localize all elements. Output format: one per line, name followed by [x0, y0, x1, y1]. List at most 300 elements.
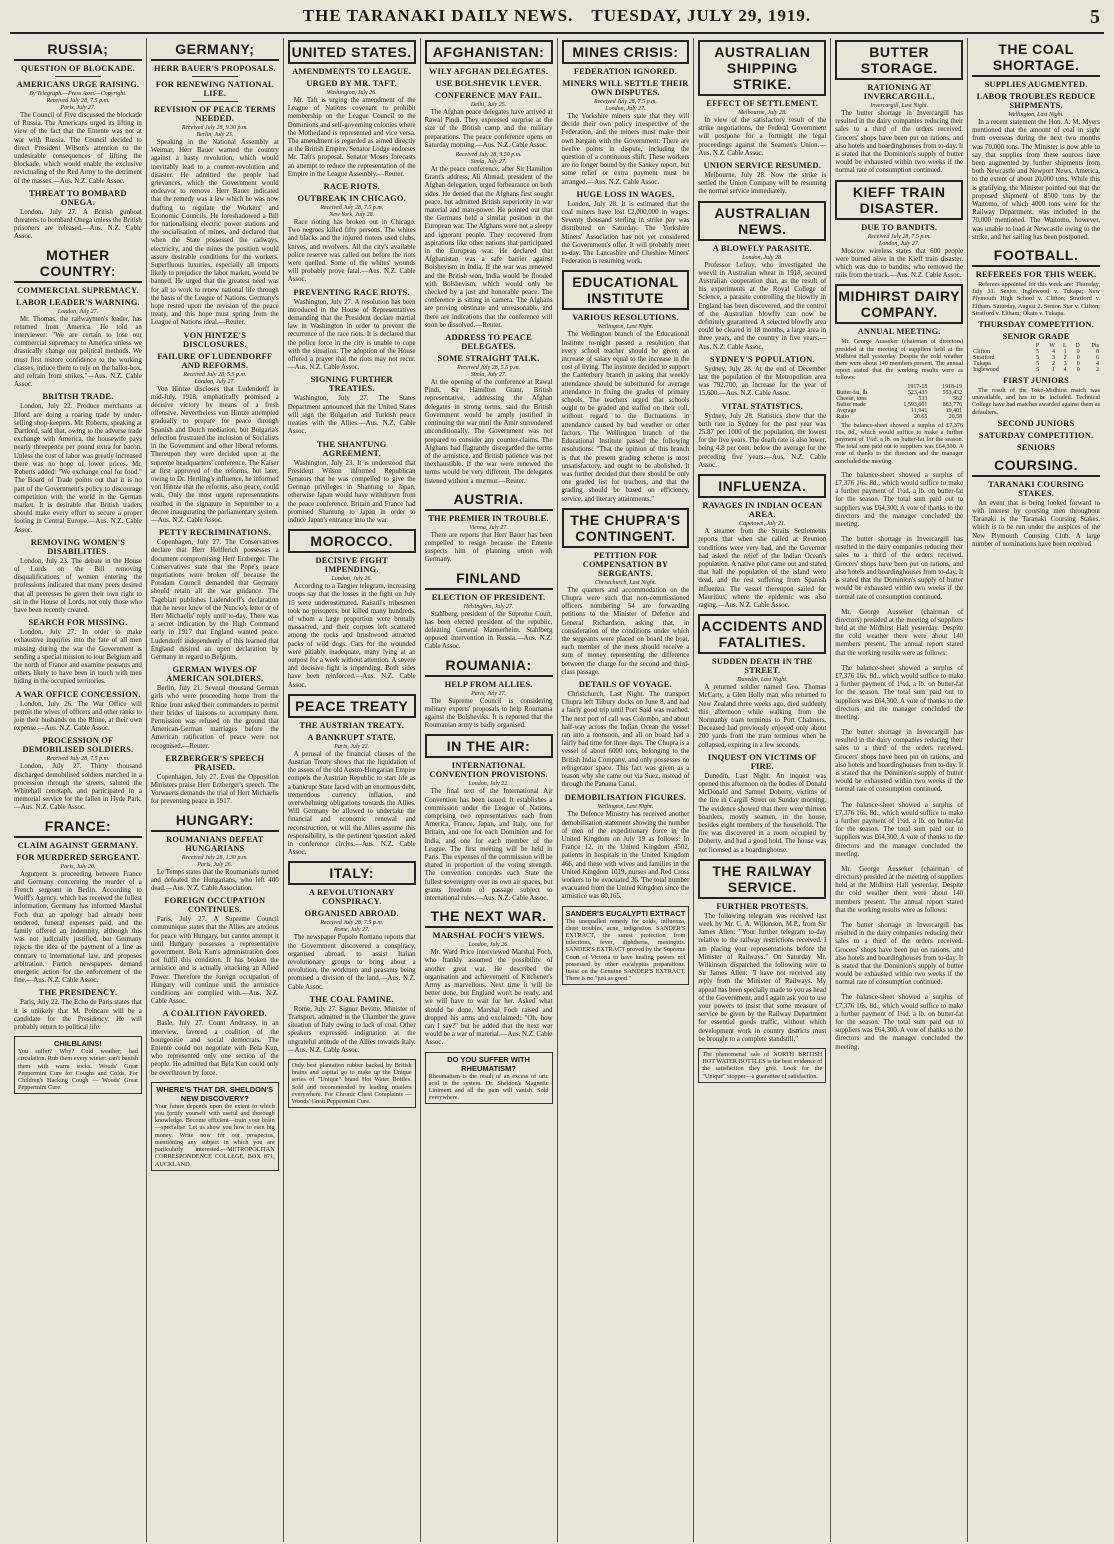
- subheading: THE AUSTRIAN TREATY.: [299, 720, 404, 730]
- headline: IN THE AIR:: [425, 734, 553, 758]
- column-3: [284, 38, 421, 1542]
- table-cell: 19,401: [945, 407, 963, 414]
- article-body: The balance-sheet showed a surplus of £7,376 16s. 8d., which would suffice to make a further payment of 1¼d. a lb. on butter-fat for the season. The total sum paid out to suppliers was £64,300. A vote of thanks to the directors and the manager concluded the meeting.: [835, 664, 964, 721]
- subheading: FEDERATION IGNORED.: [573, 67, 678, 76]
- working-results-table: [835, 384, 963, 420]
- article-body: The newspaper Popolo Romano reports that the Government discovered a conspiracy, organised abroad, to assist Italian revolutionary groups to bring about a revolution, the workmen and peasants being promised a division of the land.—Aus. N.Z. Cable Assoc.: [287, 934, 416, 991]
- article-body: Mr. George Ausseker (chairman of directors) presided at the meeting of suppliers held at the Midhirst Hall yesterday. Despite the cold weather there were about 140 members present. The annual report stated that the working results were as follows:: [835, 338, 964, 382]
- headline: THE RAILWAY SERVICE.: [698, 859, 826, 899]
- advertisement-chilblains: [14, 1036, 142, 1094]
- article-body: The Afghan peace delegates have arrived at Rawal Pindi. They expressed surprise at the size of the British camp and the military preparations. The peace conference opens on Saturday morning.—Aus. N.Z. Cable Assoc.: [424, 109, 553, 149]
- headline: THE COAL SHORTAGE.: [972, 40, 1100, 77]
- subheading: REVISION OF PEACE TERMS NEEDED.: [153, 105, 276, 123]
- table-cell: W: [1049, 343, 1055, 350]
- issue-date: TUESDAY, JULY 29, 1919.: [591, 6, 812, 25]
- headline: EDUCATIONAL INSTITUTE: [562, 270, 690, 310]
- table-cell: Inglewood: [973, 367, 999, 374]
- article-body: The balance-sheet showed a surplus of £7,376 16s. 8d., which would suffice to make a further payment of 1¼d. a lb. on butter-fat for the season. The total sum paid out to suppliers was £64,300. A vote of thanks to the directors and the manager concluded the meeting.: [835, 801, 964, 858]
- column-6: [694, 38, 831, 1542]
- article-body: Berlin, July 21. Several thousand German girls who were proceeding home from the Rhine front asked their commanders to permit their brides of liaisons to accompany them. Permission was refused on the ground that American-German marriages before the American ratification of peace were not recognised.—Reuter.: [150, 685, 279, 750]
- subheading: USE BOLSHEVIK LEVER.: [435, 79, 542, 88]
- subheading: VON HINTZE'S DISCLOSURES.: [183, 330, 247, 349]
- dateline: London, July 27.: [194, 378, 235, 385]
- subheading: DEMOBILISATION FIGURES.: [564, 793, 687, 803]
- headline: AUSTRALIAN NEWS.: [698, 201, 826, 241]
- table-cell: 3: [1063, 361, 1067, 368]
- table-cell: 1917-18: [907, 383, 928, 390]
- subheading: SOME STRAIGHT TALK.: [437, 354, 540, 364]
- article-body: Copenhagen, July 27. Even the Opposition Ministers praise Herr Erzberger's speech. The Vorwaerts demands the trial of Herr Michaelis for preventing peace in 1917.: [150, 773, 279, 806]
- story-educational-institute: [562, 270, 690, 503]
- subheading: FAILURE OF LUDENDORFF AND REFORMS.: [157, 351, 273, 370]
- article-body: Basle, July 27. Count Andrassy, in an interview, favored a coalition of the bourgeoisie and social democrats. The Entente could not negotiate with Bela Kun, who represented only one section of the people. He admitted that Bela Kun could only be overthrown by force.: [150, 1020, 279, 1077]
- subheading: WILY AFGHAN DELEGATES.: [428, 67, 549, 76]
- article-body: According to a Tangier telegram, increasing troops say that the losses in the fight on July 15 were underestimated. Raisuli's tribesmen took no prisoners, but killed many hundreds, of whom a large proportion were brutally massacred, and their corpses left scattered among the rocks and brushwood attracted packs of wild dogs. Cars for the wounded were pitiably inadequate, many lying at an outpost for a week without attention. A severe and decisive fight is impending. Both sides have been reinforced.—Aus. N.Z. Cable Assoc.: [287, 583, 416, 689]
- story-midhirst-dairy: [835, 284, 963, 1051]
- article-body: Sydney, July 28. At the end of December last the population of the Metropolitan area was 792,700, an increase for the year of 15,600.—Aus. N.Z. Cable Assoc.: [698, 365, 827, 398]
- subheading: GERMAN WIVES OF AMERICAN SOLDIERS.: [166, 665, 264, 684]
- received-line: Received July 28, 1.30 p.m.: [181, 854, 248, 861]
- dateline: Melbourne, July 28.: [738, 110, 787, 116]
- table-cell: 20.65: [913, 413, 928, 420]
- article-body: Melbourne, July 28. Now the strike is settled the Union Company will be resuming the normal service immediately.: [698, 172, 827, 196]
- story-morocco: [288, 529, 416, 690]
- page-number: 5: [1090, 6, 1100, 28]
- dateline: London, July 28.: [742, 254, 783, 261]
- story-accidents: [698, 614, 826, 855]
- story-demobilisation: [562, 793, 690, 901]
- headline: GERMANY;: [151, 40, 279, 61]
- divider: [192, 76, 238, 77]
- table-cell: 2: [1063, 355, 1067, 362]
- subheading: DUE TO BANDITS.: [861, 222, 938, 232]
- newspaper-title: THE TARANAKI DAILY NEWS.: [302, 6, 574, 25]
- subheading: VITAL STATISTICS.: [721, 401, 803, 411]
- article-body: London, July 22. Produce merchants at Ilford are doing a roaring trade by under-selling shop-keepers. Mr. Roberts, speaking at Dartford, said that, owing to the adverse trade exchange with America, the housewife pays nearly threepence per pound extra for bacon. Unless the cost of labor was greatly increased there was no hope of lower prices. Mr. Roberts added: "We exchange coal for food." The Board of Trade points out that it is no part of the Government's policy to discourage competition with the world in the German market. It is desirable that British traders should make every effort to secure a proper footing in Central Europe.—Aus. N.Z. Cable Assoc.: [14, 403, 142, 534]
- article-body: Moscow wireless states that 600 people were burned alive in the Kieff train disaster, which was due to bandits, who removed the rails from the track.—Aus. N.Z. Cable Assoc.: [835, 247, 964, 280]
- article-body: Stahlberg, president of the Supreme Court, has been elected president of the republic, defeating General Mannerheim. Stahlberg opposed intervention in Russia.—Aus. N.Z. Cable Assoc.: [424, 610, 553, 651]
- article-body: Race rioting has broken out in Chicago. Two negroes killed fifty persons. The whites and blacks and the injured rioters used clubs, knives, and revolvers. All the city's available police reserve was called out before the riots were quelled. Some of the whites' wounds will probably prove fatal.—Aus. N.Z. Cable Assoc.: [287, 219, 416, 284]
- received-line: Received July 28, 7.5 p.m.: [593, 99, 657, 105]
- dateline: Simla, July 27.: [470, 159, 507, 166]
- column-8: [968, 38, 1104, 1542]
- subheading: AMERICANS URGE RAISING.: [16, 80, 140, 89]
- article-body: The Wellington branch of the Educational Institute to-night passed a resolution that every school teacher should be given an increase of salary equal to the increase in the cost of living. The institute decided to support the Canterbury branch in asking that weekly attendance should be substituted for average attendance in fixing the grades of primary schools. The teachers urged that schools ought to be graded and staffed on their roll, without regard to the fluctuations in attendance caused by bad weather or other factors. The Wellington branch of the Educational Institute passed the following resolutions: "That the opinion of this branch is that the present grading scheme is most unsatisfactory, and ought to be abolished. It was further decided that there should be only one graded list for teachers, and that the grading should be based on efficiency, service, and literary attainments.": [561, 331, 690, 503]
- subheading: RAVAGES IN INDIAN OCEAN AREA.: [702, 501, 823, 520]
- story-peace-treaty: [288, 694, 416, 858]
- subheading: CONFERENCE MAY FAIL.: [434, 91, 543, 100]
- advertisement-hot-water-bottles: [288, 1059, 416, 1108]
- article-body: Speaking in the National Assembly at Weimar, Herr Bauer warned the country against a hasty revolution, which would inevitably lead to a counter-revolution and disaster. He admitted the people had grievances, which the Government would endeavor to remove. Herr Bauer indicated that the remedy was a law which he was now drafting to regulate the Workers' and Economic Councils. He foreshadowed a Bill for nationalising electric power stations and the socialisation of mines, and declared that when the State possessed the railways, electricity, and the mines the position would assure desirable conditions for the workers. Superfluous luxuries, especially all imports likely to prejudice the labor market, would be banned. He urged that the greatest need was for all to work to renew national life through the basis of the League of Nations. Germany's hope rested upon the revision of the peace treaty, and this hope must spring from the League of Nations ideal.—Reuter.: [150, 139, 279, 327]
- story-chupra: [562, 508, 690, 790]
- subheading: RACE RIOTS.: [323, 182, 380, 192]
- headline: UNITED STATES.: [288, 40, 416, 64]
- story-influenza: [698, 474, 826, 610]
- table-cell: Butter made: [836, 401, 866, 408]
- subheading: HERR BAUER'S PROPOSALS.: [153, 64, 276, 73]
- article-body: Paris, July 27. A Supreme Council communique states that the Allies are anxious for peace with Hungary, but cannot attempt it until Hungary possesses a representative government. Bela Kun's administration does not fulfil this condition. It has broken the armistice and is actually attacking an Allied Power. Therefore the foreign occupation of Hungary will continue until the armistice conditions are complied with.—Aus. N.Z. Cable Assoc.: [150, 916, 279, 1006]
- article-body: At the opening of the conference at Rawal Pindi, Sir Hamilton Grant, British representative, addressing the Afghan delegates in strong terms, said the British Government would be amply justified in continuing the war until the Amir surrendered unconditionally. The Government was not prepared to consider any counter-claims. The Afghans had flagrantly disregarded the terms of the armistice, and British patience was not inexhaustible. If the war were renewed the terms would be very different. The delegates listened without a murmur.—Reuter.: [424, 379, 553, 485]
- article-body: Mr. Thomas, the railwaymen's leader, has returned from America. He told an interviewer: "We are certain to lose our commercial supremacy to America unless we drastically change our political methods. We must first restore confidence to the working classes, induce them to rely on the ballot-box, and refrain from strikes."—Aus. N.Z. Cable Assoc.: [14, 315, 142, 389]
- headline: RUSSIA;: [14, 40, 142, 61]
- story-france: [14, 817, 142, 1033]
- subheading: A WAR OFFICE CONCESSION.: [15, 689, 141, 699]
- column-7: [831, 38, 968, 1542]
- headline: FOOTBALL.: [972, 246, 1100, 267]
- table-cell: Stratford: [973, 355, 995, 362]
- article-body: The butter shortage in Invercargill has resulted in the dairy companies reducing their sales to a third of the orders received. Grocers' shops have been put on rations, and also hotels and boardinghouses from to-day. It is stated that the Dominion's supply of butter would be exhausted within two weeks if the normal rate of consumption continued.: [835, 536, 964, 601]
- table-cell: D: [1075, 343, 1080, 350]
- byline: By Telegraph.—Press Assn.—Copyright.: [29, 91, 127, 97]
- dateline: Paris, July 27.: [60, 105, 96, 111]
- story-in-the-air: [425, 734, 553, 903]
- article-body: London, July 27. In order to make exhaustive inquiries into the fate of all men missing during the war the Government is sending a special mission to tour Belgium and the north of France and examine peasants and others likely to have been in touch with men hiding in the occupied territories.: [14, 629, 142, 686]
- dateline: Christchurch, Last Night.: [594, 579, 656, 586]
- subheading: HUGE LOSS IN WAGES.: [576, 189, 675, 199]
- subheading: ANNUAL MEETING.: [857, 327, 941, 337]
- table-row: [972, 367, 1100, 373]
- dateline: Berlin, July 23.: [196, 132, 234, 138]
- ad-text: You suffer? Why? Cold weather; bad circulation. Rub them every winter: can't banish them with warm socks. Woods' Great Peppermint Cure for Coughs and Colds. For Children's Hacking Cough — Woods' Great Peppermint Cure.: [18, 1048, 138, 1092]
- article-body: Mr. Ward Price interviewed Marshal Foch, who frankly assumed the possibility of another great war. He described the organisation and achievement of Kitchener's Army as marvellous. Next time it will be better done, but England won't be ready, and we will have to wait for her. Asked what should be done, Marshal Foch raised and dropped his arms and exclaimed: "Oh, how can I say?" but he added that the next war would be a war of material.—Aus. N.Z. Cable Assoc.: [424, 949, 553, 1047]
- table-cell: 1: [1063, 349, 1067, 356]
- subheading: SEARCH FOR MISSING.: [28, 618, 128, 628]
- subheading: UNION SERVICE RESUMED.: [703, 161, 822, 171]
- table-cell: 5: [1036, 367, 1040, 374]
- received-line: Received July 28, 5.5 p.m.: [183, 371, 247, 378]
- headline: INFLUENZA.: [698, 474, 826, 498]
- subheading: A BANKRUPT STATE.: [307, 732, 396, 742]
- subheading: ERZBERGER'S SPEECH PRAISED.: [165, 753, 265, 772]
- ad-headline: CHILBLAINS!: [53, 1039, 102, 1049]
- article-body: The quarters and accommodation on the Chupra were such that non-commissioned officers numbering 54 are forwarding petitions to the Minister of Defence and General Richardson, asking that, in consideration of the conditions under which the sergeants were placed on board the boat, each member of the mess should receive a sum of money representing the difference between the charge for the second and third-class passage.: [561, 586, 690, 676]
- subheading: THE PREMIER IN TROUBLE.: [428, 513, 549, 523]
- subheading: QUESTION OF BLOCKADE.: [20, 64, 135, 73]
- subheading: SATURDAY COMPETITION.: [978, 430, 1094, 440]
- headline: ACCIDENTS AND FATALITIES.: [698, 614, 826, 654]
- subheading: REFEREES FOR THIS WEEK.: [975, 270, 1097, 280]
- subheading: A COALITION FAVORED.: [162, 1009, 267, 1019]
- article-body: Referees appointed for this week are: Thursday, July 31. Senior. Inglewood v. Tukapa; New Plymouth High School v. Clifton; Stratford v. Eltham. Saturday, August 2. Senior. Star v. Clifton; Stratford v. Eltham; Okato v. Tukapa.: [972, 281, 1100, 317]
- dateline: Paris, July 26.: [197, 861, 233, 868]
- story-hungary: [151, 811, 279, 1078]
- article-body: The Yorkshire miners state that they will decide their own policy irrespective of the Federation, and the miners must make their own bargain with the Government. There are twelve points in dispute, including the question of a continuous shift. These workers are no longer bound by the Sankey report, but some relief or extra payment must be arranged.—Aus. N.Z. Cable Assoc.: [561, 113, 690, 186]
- article-body: Washington, July 27. The States Department announced that the United States will sign the Bulgarian and Turkish peace treaties with the Allies.—Aus. N.Z. Cable Assoc.: [287, 395, 416, 436]
- subheading: SENIOR GRADE: [1002, 332, 1070, 342]
- dateline: London, July 26.: [468, 942, 509, 949]
- headline: AUSTRIA.: [425, 490, 553, 511]
- table-cell: Ratio: [836, 413, 850, 420]
- article-body: Rome, July 27. Signor Bevitte, Minister of Transport, admitted in the Chamber the grave situation of Italy owing to lack of coal. Other speakers expressed indignation at the ungrateful attitude of the Allies towards Italy.—Aus. N.Z. Cable Assoc.: [287, 1005, 416, 1054]
- headline: AUSTRALIAN SHIPPING STRIKE.: [698, 40, 826, 96]
- subheading: FOR RENEWING NATIONAL LIFE.: [155, 80, 274, 98]
- subheading: THURSDAY COMPETITION.: [978, 320, 1094, 330]
- table-cell: P: [1035, 343, 1040, 350]
- article-body: Christchurch, Last Night. The transport Chupra left Tilbury docks on June 8, and had a fairly good trip until Port Said was reached. The next port of call was Colombo, and about half-way across the Indian Ocean the vessel ran into a monsoon, and all on board had a fairly bad time for three days. The Chupra is a vessel of about 6000 tons, belonging to the British India Company, and only possesses no refrigerator space. This fact was given as a reason why she came out via Suez, instead of through the Panama Canal.: [561, 690, 690, 789]
- dateline: London, July 26.: [331, 576, 372, 583]
- headline: BUTTER STORAGE.: [835, 40, 963, 80]
- table-cell: Average: [836, 407, 857, 414]
- table-cell: Clifton: [973, 349, 991, 356]
- ad-text: The phenomenal sale of NORTH BRITISH HOT WATER BOTTLES is the best evidence of the satisfaction they give. Look for the "Unique" stopper—a guarantee of satisfaction.: [702, 1051, 823, 1080]
- article-body: London, July 27. A British gunboat threatens to bombard Onega unless the British prisoners are released.—Aus. N.Z. Cable Assoc.: [14, 208, 142, 241]
- subheading: PROCESSION OF DEMOBILISED SOLDIERS.: [22, 736, 134, 755]
- dateline: London, July 27.: [605, 106, 646, 112]
- headline: MOTHER COUNTRY:: [14, 246, 142, 283]
- story-austria: [425, 490, 553, 565]
- article-body: In a recent statement the Hon. A. M. Myers mentioned that the amount of coal in sight from overseas during the next two months was 70,000 tons. The Minister is now able to say that supplies from these sources have been augmented by further shipments from both Newcastle and Newport News, America, to the extent of about 20,000 tons. While this is gratifying, the Minister pointed out that the proposed shipment of 8500 tons by the Waitomo, of which 4000 tons were for the Railway Department, was included in the 70,000 mentioned. The Waitomo, however, was unable to load at Newcastle owing to the strike, and her sailing has been postponed.: [972, 119, 1100, 241]
- ad-text: Rheumatism is the result of an excess of uric acid in the system. Dr. Sheldon's Magnetic Liniment and all the pain will vanish. Sold everywhere.: [428, 1072, 549, 1102]
- headline: FINLAND: [425, 569, 553, 590]
- article-body: A perusal of the financial clauses of the Austrian Treaty shows that the liquidation of the assets of the old Austro-Hungarian Empire compels the Austrian Republic to start life as a bankrupt State faced with an enormous debt, tremendous currency inflation, and overwhelming obligations towards the Allies. Will Germany be allowed to undertake the financial and economic renewal and reconstruction, or will the Allies assume this responsibility, is the pertinent question asked in conference circles.—Aus. N.Z. Cable Assoc.: [287, 750, 416, 857]
- subheading: AMENDMENTS TO LEAGUE.: [292, 67, 412, 76]
- table-cell: Cheese, tons: [836, 395, 867, 402]
- article-body: The final text of the International Air Convention has been issued. It establishes a commission under the League of Nations, comprising two representatives each from America, France, Japan, and Italy, one for Britain, and one for each Dominion and for India, and one for each member of the League. The first meeting will be held in Paris. The expenses of the commission will be shared in proportion of the voting strength. The convention concedes each State the fullest sovereignty over its own air spaces, but grants freedom of passage subject to international rules.—Aus. N.Z. Cable Assoc.: [424, 788, 553, 902]
- article-body: The balance-sheet showed a surplus of £7,376 16s. 8d., which would suffice to make a further payment of 1¼d. a lb. on butter-fat for the season. The total sum paid out to suppliers was £64,300. A vote of thanks to the directors and the manager concluded the meeting.: [835, 421, 964, 465]
- dateline: London, July 22.: [468, 781, 509, 788]
- dateline: Paris, July 20.: [60, 863, 96, 870]
- subheading: A BLOWFLY PARASITE.: [712, 243, 812, 253]
- article-body: Mr. George Ausseker (chairman of directors) presided at the meeting of suppliers held at the Midhirst Hall yesterday. Despite the cold weather there were about 140 members present. The annual report stated that the working results were as follows:: [835, 865, 964, 914]
- table-cell: 2: [1051, 361, 1055, 368]
- headline: THE CHUPRA'S CONTINGENT.: [562, 508, 690, 548]
- table-cell: 883,776: [942, 401, 963, 408]
- story-germany: [151, 40, 279, 807]
- subheading: VARIOUS RESOLUTIONS.: [572, 313, 679, 323]
- subheading: FOR MURDERED SERGEANT.: [16, 852, 140, 862]
- subheading: SIGNING FURTHER TREATIES.: [310, 375, 393, 394]
- table-cell: 5: [1036, 361, 1040, 368]
- subheading: BRITISH TRADE.: [42, 392, 114, 402]
- article-body: London, July 23. The debate in the House of Lords on the Bill removing disqualifications of women entering the professions indicated that many peers desired that all peeresses be given their own right to sit in the House of Lords, not only those who have been recently created.: [14, 557, 142, 614]
- subheading: FURTHER PROTESTS.: [716, 901, 809, 911]
- advertisement-rheumatism: [425, 1052, 553, 1105]
- column-2: [147, 38, 284, 1542]
- subheading: ORGANISED ABROAD.: [304, 909, 399, 919]
- article-body: The Council of Five discussed the blockade of Russia. The Americans urged its lifting in view of the fact that the Entente was not at war with Russia. The Council decided to direct President Wilson's attention to the undesirable consequences of lifting the blockade, which would enable the exclusive revictualing of the Red Army to the detriment of the masses.—Aus. N.Z. Cable Assoc.: [14, 112, 142, 185]
- article-body: Paris, July 22. The Echo de Paris states that it is unlikely that M. Poincare will be a candidate for the Presidency. He will probably return to political life.: [14, 999, 142, 1032]
- subheading: CLAIM AGAINST GERMANY.: [17, 840, 139, 850]
- received-line: Received July 28, 9.50 p.m.: [455, 152, 522, 159]
- subheading: ROUMANIANS DEFEAT HUNGARIANS: [166, 834, 264, 853]
- headline: MIDHIRST DAIRY COMPANY.: [835, 284, 963, 324]
- table-cell: 4: [1096, 361, 1099, 368]
- received-line: Received July 28, 7.5 p.m.: [320, 920, 384, 927]
- subheading: THE SHANTUNG AGREEMENT.: [316, 439, 387, 458]
- subheading: REMOVING WOMEN'S DISABILITIES.: [30, 537, 126, 556]
- story-mines-crisis: [562, 40, 690, 266]
- subheading: LABOR LEADER'S WARNING.: [16, 297, 140, 307]
- table-cell: 6: [1096, 355, 1099, 362]
- received-line: Received July 28, 7.5 p.m.: [46, 98, 110, 104]
- headline: THE NEXT WAR.: [425, 907, 553, 928]
- story-australian-news: [698, 201, 826, 470]
- table-cell: 562: [953, 395, 963, 402]
- table-cell: L: [1062, 343, 1067, 350]
- dateline: Wellington, Last Night.: [597, 324, 654, 331]
- ad-text: Only best plantation rubber backed by British brains and capital go to make up the Unique series of "Unique" brand Hot Water Bottles. Sold and recommended by leading retailers everywhere. For Chronic Chest Complaints — Woods' Great Peppermint Cure.: [291, 1062, 412, 1106]
- article-body: The butter shortage in Invercargill has resulted in the dairy companies reducing their sales to a third of the orders received. Grocers' shops have been put on rations, and also hotels and boardinghouses from to-day. It is stated that the Dominion's supply of butter would be exhausted within two weeks if the normal rate of consumption continued.: [835, 729, 964, 794]
- article-body: The Supreme Council is considering military experts' proposals to help Roumania against the Bolsheviks. It is reported that the Roumanian army is badly organised.: [424, 697, 553, 730]
- columns: [10, 38, 1104, 1542]
- headline: ITALY:: [288, 861, 416, 885]
- subheading: MINERS WILL SETTLE THEIR OWN DISPUTES.: [562, 79, 689, 97]
- story-railway-service: [698, 859, 826, 1044]
- story-russia: [14, 40, 142, 242]
- table-cell: 5: [1036, 355, 1040, 362]
- article-body: Mr. Taft is urging the amendment of the League of Nations covenant to prohibit membership on the League Council to the Dominions and self-governing colonies where the Motherland is represented and vice versa. The amendment is regarded as aimed directly at the British Empire. Senator Lodge endorses Mr. Taft's proposal. Senator Moses forecasts an attempt to reduce the representation of the Empire in the League Assembly.—Reuter.: [287, 97, 416, 178]
- table-cell: 1918-19: [942, 383, 963, 390]
- table-cell: Butter-fat, lb: [836, 389, 868, 396]
- divider: [55, 76, 101, 77]
- dateline: Paris, July 22.: [334, 743, 370, 750]
- story-afghanistan: [425, 40, 553, 486]
- headline: ROUMANIA:: [425, 656, 553, 677]
- subheading: COMMERCIAL SUPREMACY.: [17, 285, 139, 295]
- article-body: Washington, July 27. A resolution has been introduced in the House of Representatives demanding that the President declare martial law in Washington in order to prevent the recurrence of the race riots. It is declared that the police force in the city is unable to cope with the situation. The adoption of the House offered a prayer that the riots may not recur.—Aus. N.Z. Cable Assoc.: [287, 298, 416, 372]
- story-roumania: [425, 656, 553, 731]
- article-body: Copenhagen, July 27. The Conservatives declare that Herr Helfferich possesses a document compromising Herr Erzberger. The Conservatives state that the Pope's peace negotiations were broken off because the Potsdam Council demanded that Germany should retain all the war guidance. The Tageblatt publishes Ludendorff's declaration that he never knew of the Nuncio's letter or of Herr Michaelis' reply until to-day. There was a secret indication by the High Command early in 1917 that England wanted peace. Ludendorff independently of this learned that England desired an open declaration by Germany in regard to Belgium.: [150, 539, 279, 661]
- article-body: At the peace conference, after Sir Hamilton Grant's address, Ali Ahmad, president of the Afghan delegation, urged forbearance on both sides. He denied that the Afghans first sought peace, but admitted British superiority in war material and man-power. He pointed out that the Germans held a similar position in the European war. The Afghans were not a sleepy and ignorant people. They recovered from aspirations like other nations that participated in the European war. He declared that Afghanistan was a safe barrier against Bolshevism in India. If the war was renewed and the British won, India would be flooded with Bolshevism, which would only be checked by a just and honorable peace. The conference is sitting in camera. The Afghans are proving obstinate and unreasonable, and there are indications that the conference will soon be dissolved.—Reuter.: [424, 166, 553, 329]
- advertisement-north-british: [698, 1048, 826, 1083]
- article-body: Von Hintze discloses that Ludendorff in mid-July, 1918, emphatically promised a decisive victory by means of a fresh offensive. Nevertheless von Hintze attempted gradually to prepare for peace through Spanish and Dutch mediation, but Bulgaria's defection frustrated the inclusion of Socialists in the Government and other liberal reforms. Thereupon they were decided upon at the supreme headquarters' conference. The Kaiser at first approved of the reforms, but later, owing to Dr. Hertling's influence, he informed von Hintze that the reforms, also peace, could wait. Only the most urgent representations resulted in the signature in September to a decree inaugurating the parliamentary system.—Aus. N.Z. Cable Assoc.: [150, 385, 279, 524]
- table-cell: 5: [1036, 349, 1040, 356]
- article-body: Sydney, July 28. Statistics show that the birth rate in Sydney for the past year was 25.87 per 1000 of the population, the lowest for the five years. The death rate is also lower, being 4.8 per cent. below the average for the preceding five years.—Aus. N.Z. Cable Assoc.: [698, 412, 827, 469]
- table-cell: 523,435: [907, 389, 928, 396]
- dateline: Wellington, Last Night.: [597, 804, 654, 811]
- table-cell: 0: [1076, 367, 1080, 374]
- dateline: Capetown, July 21.: [739, 521, 786, 528]
- subheading: SENIORS: [1016, 442, 1056, 452]
- subheading: URGED BY MR. TAFT.: [306, 79, 397, 88]
- column-4: [421, 38, 558, 1542]
- dateline: Washington, July 26.: [326, 90, 377, 96]
- table-cell: 1,593,661: [903, 401, 928, 408]
- table-cell: 533: [918, 395, 928, 402]
- article-body: The Defence Ministry has received another demobilisation statement showing the number of men of the expeditionary force in the United Kingdom on July 19 as follows: In France 12, in the United Kingdom 4502, patients in hospitals in the United Kingdom 466, and these with wives and families in the United Kingdom 1019, nurses and Red Cross workers to be evacuated 36. The total number evacuated from the United Kingdom since the armistice was 60,165.: [561, 811, 690, 901]
- article-body: Le Temps states that the Roumanians turned and defeated the Hungarians, who left 400 dead.—Aus. N.Z. Cable Association.: [150, 868, 279, 893]
- article-body: An event that is being looked forward to with interest by coursing men throughout Taranaki is the Taranaki Coursing Stakes, which is to be run under the auspices of the New Plymouth Coursing Club. A large number of nominations have been received.: [972, 499, 1100, 548]
- subheading: MARSHAL FOCH'S VIEWS.: [432, 931, 545, 941]
- story-next-war: [425, 907, 553, 1047]
- article-body: London, July 26. The War Office will permit the wives of officers and other ranks to join their husbands on the Rhine, at their own expense.—Aus. N.Z. Cable Assoc.: [14, 700, 142, 733]
- headline: MINES CRISIS:: [562, 40, 690, 64]
- subheading: DETAILS OF VOYAGE.: [578, 679, 672, 689]
- ad-headline: DO YOU SUFFER WITH RHEUMATISM?: [447, 1054, 530, 1073]
- divider: [192, 101, 238, 102]
- table-cell: 3: [1051, 355, 1055, 362]
- article-body: The balance-sheet showed a surplus of £7,376 16s. 8d., which would suffice to make a further payment of 1¼d. a lb. on butter-fat for the season. The total sum paid out to suppliers was £64,300. A vote of thanks to the directors and the manager concluded the meeting.: [835, 471, 964, 528]
- subheading: SUPPLIES AUGMENTED.: [984, 80, 1088, 89]
- subheading: INTERNATIONAL CONVENTION PROVISIONS.: [429, 761, 548, 780]
- table-cell: 20.58: [948, 413, 963, 420]
- advertisement-sanders-extract: [562, 906, 690, 986]
- dateline: Simla, July 27.: [470, 372, 507, 379]
- story-coal-shortage: [972, 40, 1100, 242]
- subheading: TARANAKI COURSING STAKES.: [988, 479, 1084, 498]
- table-cell: 0: [1076, 361, 1080, 368]
- dateline: London, July 27.: [879, 240, 920, 247]
- subheading: PREVENTING RACE RIOTS.: [293, 287, 410, 297]
- subheading: PETITION FOR COMPENSATION BY SERGEANTS.: [582, 550, 669, 578]
- story-italy: [288, 861, 416, 1055]
- subheading: PETTY RECRIMINATIONS.: [158, 528, 271, 538]
- table-cell: Tukapa: [973, 361, 991, 368]
- ad-headline: WHERE'S THAT DR. SHELDON'S NEW DISCOVERY?: [156, 1084, 274, 1103]
- column-1: [10, 38, 147, 1542]
- story-shipping-strike: [698, 40, 826, 197]
- dateline: Paris, July 27.: [471, 690, 507, 697]
- article-body: The butter shortage in Invercargill has resulted in the dairy companies reducing their sales to a third of the orders received. Grocers' shops have been put on rations, and also hotels and boardinghouses from to-day. It is stated that the Dominion's supply of butter would be exhausted within two weeks if the normal rate of consumption continued.: [835, 921, 964, 987]
- dateline: Invercargill, Last Night.: [870, 103, 929, 109]
- headline: HUNGARY:: [151, 811, 279, 832]
- headline: FRANCE:: [14, 817, 142, 838]
- dateline: Wellington, Last Night.: [1008, 112, 1064, 118]
- subheading: SYDNEY'S POPULATION.: [709, 354, 815, 364]
- dateline: Delhi, July 25.: [470, 102, 507, 108]
- table-cell: 0: [1076, 355, 1080, 362]
- article-body: The following telegram was received last week by Mr. C. A. Wilkinson, M.P., from Sir James Allen: "Your further telegram to-day relative to the railway restrictions received. I am placing your representations before the Minister of Railways." On Saturday Mr. Wilkinson dispatched the following wire to Sir James Allen: "I have not received any reply from the Minister of Railways. My appeal has been specially made to you as head of the Government, and I again ask you to use your powers to insist that some measure of service be given by the Railway Department for essential goods traffic, without which development work in country districts must be brought to a complete standstill.": [698, 912, 827, 1043]
- received-line: Received July 28, 7.5 p.m.: [46, 756, 110, 763]
- article-body: London, July 28. It is estimated that the coal miners have lost £2,000,000 in wages. Seventy thousand sterling in strike pay was distributed on Saturday. The Yorkshire Miners' Association has not yet considered the Government's offer. It will probably meet to-day. The Lancashire and Cheshire Miners' Federation is resuming work.: [561, 200, 690, 266]
- story-mother-country: [14, 246, 142, 813]
- subheading: OUTBREAK IN CHICAGO.: [297, 194, 406, 204]
- subheading: FIRST JUNIORS: [1003, 376, 1070, 386]
- table-cell: 0: [1076, 349, 1080, 356]
- subheading: RATIONING AT INVERCARGILL.: [863, 83, 935, 101]
- article-body: Mr. George Ausseker (chairman of directors) presided at the meeting of suppliers held at the Midhirst Hall yesterday. Despite the cold weather there were about 140 members present. The annual report stated that the working results were as follows:: [835, 608, 964, 657]
- ad-text: The unequalled remedy for colds, influenza, chest troubles, acne, indigestion. SANDER'S EXTRACT, the surest protection from infections, fever, diphtheria, meningitis. SANDER'S EXTRACT proved by the Supreme Court of Victoria to have healing powers not possessed by other eucalyptus preparations. Insist on the Genuine SANDER'S EXTRACT. There is no "just as good.": [565, 917, 686, 983]
- received-line: Received July 28, 7.5 p.m.: [320, 205, 384, 212]
- story-finland: [425, 569, 553, 652]
- headline: MOROCCO.: [288, 529, 416, 553]
- article-body: The balance-sheet showed a surplus of £7,376 16s. 8d., which would suffice to make a further payment of 1¼d. a lb. on butter-fat for the season. The total sum paid out to suppliers was £64,300. A vote of thanks to the directors and the manager concluded the meeting.: [835, 994, 964, 1051]
- dateline: New York, July 28.: [329, 212, 375, 219]
- column-5: [558, 38, 695, 1542]
- article-body: The butter shortage in Invercargill has resulted in the dairy companies reducing their sales to a third of the orders received. Grocers' shops have been put on rations, and also hotels and boardinghouses from to-day. It is stated that the Dominion's supply of butter would be exhausted within two weeks if the normal rate of consumption continued.: [835, 110, 964, 175]
- subheading: THE PRESIDENCY.: [38, 988, 118, 998]
- subheading: DECISIVE FIGHT IMPENDING.: [315, 556, 388, 575]
- subheading: ADDRESS TO PEACE DELEGATES.: [445, 333, 532, 352]
- headline: AFGHANISTAN:: [425, 40, 553, 64]
- dateline: Dunedin, Last Night.: [737, 677, 788, 684]
- story-united-states: [288, 40, 416, 525]
- article-body: Argument is proceeding between France and Germany concerning the murder of a French sergeant in Berlin. According to Wolff's Agency, which has received the fullest information, Germany has informed Marshal Foch that an apology had already been tendered, funeral expenses paid, and the family offered an indemnity, although this was not judicially justified, but Germany rejects the idea of the payment of a fine as contrary to international law, and proposes arbitration. French newspapers demand energetic action for the enforcement of the fine.—Aus. N.Z. Cable Assoc.: [14, 870, 142, 985]
- dateline: London, July 27.: [57, 308, 99, 315]
- article-body: Dunedin, Last Night. An inquest was opened this afternoon on the bodies of Donald McDonald and Samuel Doherty, victims of the fire in Cargill Street on Sunday morning. The evidence showed that there were thirteen boarders, mostly seamen, in the house, besides eight members of the household. The fire was discovered in a room occupied by Doherty, and had a good hold. The house was not licensed as a boardinghouse.: [698, 772, 827, 854]
- table-cell: 2: [1096, 367, 1099, 374]
- received-line: Received July 28, 7.5 p.m.: [867, 233, 931, 240]
- subheading: FOREIGN OCCUPATION CONTINUES.: [164, 896, 266, 915]
- story-butter-storage: [835, 40, 963, 176]
- subheading: A REVOLUTIONARY CONSPIRACY.: [308, 888, 395, 907]
- subheading: INQUEST ON VICTIMS OF FIRE.: [707, 752, 817, 771]
- table-cell: Pts: [1091, 343, 1099, 350]
- dateline: Vienna, July 27.: [469, 524, 508, 531]
- table-cell: 11,941: [911, 407, 928, 414]
- article-body: Washington, July 23. It is understood that President Wilson informed Republican Senators that he was compelled to give the German privileges in Shantung to Japan, otherwise Japan would have withdrawn from the peace conference. Britain and France had promised Shantung to Japan in order to induce Japan's entrance into the war.: [287, 459, 416, 524]
- article-body: A returned soldier named Geo. Thomas McCarty, a Glen Holly man who returned to New Zealand three weeks ago, died suddenly this afternoon while walking from the Normanby tram terminus to Port Chalmers. Deceased had previously enjoyed only about 200 yards from the tram terminus when he collapsed, expiring in a few seconds.: [698, 684, 827, 749]
- table-cell: 4: [1063, 367, 1067, 374]
- story-coursing: [972, 456, 1100, 549]
- dateline: Helsingfors, July 27.: [463, 603, 514, 610]
- table-cell: 1: [1051, 367, 1055, 374]
- headline: PEACE TREATY: [288, 694, 416, 718]
- subheading: EFFECT OF SETTLEMENT.: [706, 99, 819, 108]
- subheading: THREAT TO BOMBARD ONEGA.: [29, 188, 127, 207]
- table-cell: 8: [1096, 349, 1099, 356]
- subheading: LABOR TROUBLES REDUCE SHIPMENTS.: [976, 92, 1096, 110]
